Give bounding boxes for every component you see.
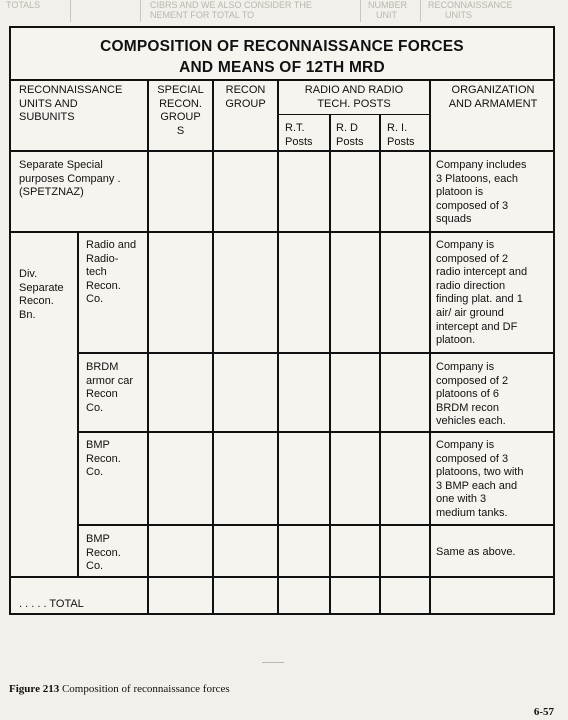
header-rd-posts: R. D Posts [336, 122, 364, 148]
page-number: 6-57 [533, 706, 554, 718]
bleed-text: NEMENT FOR TOTAL TO [150, 10, 255, 20]
row-bmp-co-unit: BMP Recon. Co. [86, 439, 121, 479]
bleed-text: NUMBER [368, 0, 408, 10]
header-recon-group: RECON GROUP [225, 84, 266, 110]
figure-number: Figure 213 [9, 683, 60, 695]
total-label: . . . . . TOTAL [19, 598, 84, 610]
header-special-recon-groups: SPECIAL RECON. GROUP S [157, 84, 204, 137]
title-line: AND MEANS OF 12TH MRD [179, 59, 385, 76]
bleed-text: UNIT [376, 10, 397, 20]
bleed-text: CIBRS AND WE ALSO CONSIDER THE [150, 0, 312, 10]
figure-caption [9, 683, 230, 695]
header-ri-posts: R. I. Posts [387, 122, 415, 148]
row-bmp-co-org: Company is composed of 3 platoons, two with 3 BMP each and one with 3 medium tanks. [436, 439, 524, 519]
title-line: COMPOSITION OF RECONNAISSANCE FORCES [100, 38, 464, 55]
row-bmp-co2-unit: BMP Recon. Co. [86, 533, 121, 573]
row-radio-co-org: Company is composed of 2 radio intercept and radio direction finding plat. and 1 air/ air ground intercept and DF platoon. [436, 239, 528, 347]
composition-table [9, 26, 555, 615]
header-organization: ORGANIZATION AND ARMAMENT [448, 84, 538, 110]
print-smudge [262, 662, 284, 663]
row-radio-co-unit: Radio and Radio- tech Recon. Co. [86, 239, 137, 306]
bleed-through-text [0, 0, 568, 24]
header-rt-posts: R.T. Posts [285, 122, 313, 148]
row-spetznaz-unit: Separate Special purposes Company . (SPETZNAZ) [19, 159, 121, 199]
bleed-text: TOTALS [6, 0, 41, 10]
header-radio-tech-posts: RADIO AND RADIO TECH. POSTS [304, 84, 404, 110]
row-brdm-co-unit: BRDM armor car Recon Co. [86, 361, 134, 414]
row-bmp-co2-org: Same as above. [436, 546, 516, 558]
div-separate-recon-bn: Div. Separate Recon. Bn. [19, 268, 64, 321]
header-units: RECONNAISSANCE UNITS AND SUBUNITS [19, 84, 123, 124]
row-spetznaz-org: Company includes 3 Platoons, each platoon is composed of 3 squads [436, 159, 527, 226]
figure-caption-text: Composition of reconnaissance forces [61, 683, 230, 695]
bleed-text: UNITS [445, 10, 472, 20]
bleed-text: RECONNAISSANCE [428, 0, 513, 10]
row-brdm-co-org: Company is composed of 2 platoons of 6 BRDM recon vehicles each. [436, 361, 509, 428]
